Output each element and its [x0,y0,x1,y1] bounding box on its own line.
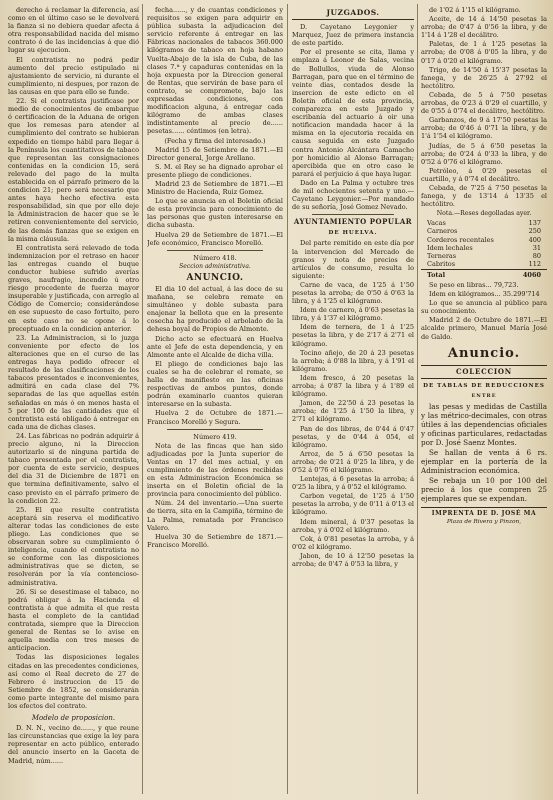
total-value: 4060 [522,270,541,279]
paragraph: Idem de ternera, de 1 á 1'25 pesetas la libra, y de 2'17 á 2'71 el kilógramo. [292,323,414,348]
table-title: Nota.—Reses degolladas ayer. [436,210,532,218]
column-3 [292,6,414,792]
paragraph: derecho á reclamar la diferencia, así como en el último caso se le devolverá la fianza si no debiera quedar afecta á otra responsabilidad nacida del mismo contrato ó de las incidencias á que dió lugar su ejecucion. [8,6,139,55]
anuncio-heading: Anuncio. [447,345,521,361]
paragraph: Lo que se anuncia al público para su conocimiento. [421,299,547,316]
paragraph: Cok, á 0'81 pesetas la arroba, y á 0'02 el kilógramo. [292,534,414,551]
paragraph: Se rebaja un 10 por 100 del precio á los que compren 25 ejemplares que se expendan. [421,475,547,503]
paragraph: Huelva 29 de Setiembre de 1871.—El Jefe económico, Francisco Morelló. [147,230,283,247]
row-label: Idem lechales [427,243,473,252]
entre-label: ENTRE [471,392,497,399]
paragraph: Garbanzos, de 9 á 17'50 pesetas la arroba; de 0'46 á 0'71 la libra, y de 1'á 1'54 el kilógramo. [421,116,547,141]
table-row [421,244,547,252]
paragraph: Madrid 2 de Octubre de 1871.—El alcalde primero, Manuel María José de Galdo. [421,316,547,341]
paragraph: Jamon, de 22'50 á 23 pesetas la arroba; de 1'25 á 1'50 la libra, y 2'71 el kilógramo. [292,399,414,424]
notice-number: Número 419. [193,432,237,441]
coleccion-title: COLECCION [421,365,547,379]
column-2 [147,6,283,792]
paragraph: El pliego de condiciones bajo las cuales se ha de celebrar el remate, se halla de manifiesto en las oficinas respectivas de ambos puntos, donde podrán examinarlo cuantos quieran interesarse en la subasta. [147,359,283,409]
paragraph: El contratista no podrá pedir aumento del precio estipulado ni ajustamiento de servicio, ni durante el cumplimiento, ni despues, por razon de las causas en que para ello se funde. [8,55,139,96]
signature-note: (Fecha y firma del interesado.) [164,136,266,145]
paragraph: Judías, de 5 á 6'50 pesetas la arroba; de 0'24 á 0'33 la libra, y de 0'52 á 0'76 el kilógramo. [421,141,547,166]
paragraph: Idem mineral, á 0'37 pesetas la arroba, y á 0'02 el kilógramo. [292,517,414,534]
paragraph: Tocino añejo, de 20 á 23 pesetas la arroba; á 0'88 la libra, y á 1'91 el kilógramo. [292,348,414,373]
row-value: 400 [528,235,541,244]
model-heading: Modelo de proposicion. [31,714,116,723]
paragraph: Madrid 23 de Setiembre de 1871.—El Ministro de Hacienda, Ruiz Gomez. [147,179,283,197]
paragraph: 22. Si el contratista justificase por medio de conocimientos de embarque ó certificacion de la Aduana de origen que los remesas para atender al cumplimiento del contrato se hubieran expedido en tiempo hábil para llegar á la Península los cuantitativos de tabaco que representan las consignaciones contenidas en la condicion 15, será relevado del pago de la multa establecida en el párrafo primero de la condicion 21; pero será necesario que antes haya hecho efectiva esta responsabilidad, sin que por ello deje la Administracion de hacer que se le retiren convenientemente del servicio, de las demás fianzas que se exigen en la misma cláusula. [8,97,139,243]
paragraph: fecha......, y de cuantas condiciones y requisitos se exigen para adquirir en pública subasta la adjudicacion del servicio referente á entregar en las Fábricas nacionales de tabacos 360.000 kilógramos de tabaco en hoja habano Vuelta-Abajo de la isla de Cuba, de las clases 7.ª y capaduras contenidas en la hoja expuesta por la Direccion general de Rentas, que servirán de base para el contrato, se compromete, bajo las expresadas condiciones, con modificacion alguna, á entregar cada kilógramo de ambas clases indistintamente al precio de...... pesetas...... céntimos (en letra). [147,6,283,136]
printer-address: Plaza de Rivera y Pinzon, [446,519,522,526]
paragraph: 24. Las fábricas no podrán adquirir á precio alguno, ni la Direccion autorizarlo si de ninguna partida de tabaco presentada por el contratista, por cuenta de este servicio, despues del dia 31 de Diciembre de 1871 en que termina definitivamente, salvo el caso previsto en el párrafo primero de la condicion 22. [8,431,139,505]
row-label: Vacas [427,219,446,228]
paragraph: 26. Si se desestimase el tabaco, no podrá obligar á la Hacienda el contratista á que admita el que resta hasta el completo de la cantidad contratada, siempre que la Direccion general de Rentas se lo avise en aquella media con tres meses de anticipacion. [8,587,139,653]
column-rule [287,4,288,794]
paragraph: Huelva 30 de Setiembre de 1871.—Francisco Morelló. [147,532,283,549]
separator [167,429,263,430]
slaughter-table [421,210,547,279]
paragraph: Carbon vegetal, de 1'25 á 1'50 pesetas la arroba, y de 0'11 á 0'13 el kilógramo. [292,492,414,517]
notice-number: Número 418. [193,253,237,262]
juzgados-heading: JUZGADOS. [292,9,414,20]
paragraph: Pan de dos libras, de 0'44 á 0'47 pesetas, y de 0'44 á 054, el kilógramo. [292,424,414,449]
section-label: Seccion administrativa. [179,262,251,270]
paragraph: 25. El que resulte contratista aceptará sin reserva el modificativo alterar todas las condiciones de este pliego. Las condiciones que se observaran sobre su cumplimiento ó inteligencia, cuando el contratista no se conforme con las disposiciones administrativas que se dicten, se resolverán por la vía contencioso-administrativa. [8,505,139,587]
paragraph: Lentejas, á 6 pesetas la arroba; á 0'25 la libra, y á 0'52 el kilógramo. [292,475,414,492]
paragraph: Dicho acto se efectuará en Huelva ante el Jefe de esta dependencia, y en Almonte ante el Alcalde de dicha villa. [147,334,283,359]
paragraph: Se hallan de venta á 6 rs. ejemplar en la portería de la Administracion económica. [421,447,547,475]
paragraph: Idem de carnero, á 0'63 pesetas la libra, y á 1'37 el kilógramo. [292,306,414,323]
table-row [421,260,547,268]
separator [312,214,394,215]
row-label: Corderos recentales [427,235,494,244]
column-1 [8,6,139,792]
row-label: Terneras [427,251,457,260]
total-label: Total [427,270,446,279]
paragraph: Petróleo, á 0'29 pesetas el cuartillo, y á 0'74 el decálitro. [421,166,547,183]
paragraph: Huelva 2 de Octubre de 1871.—Francisco Morelló y Segura. [147,409,283,426]
row-value: 250 [528,227,541,236]
row-label: Cabritos [427,259,456,268]
paragraph: las pesas y medidas de Castilla y las métrico-decimales, con otras útiles á las dependencias oficiales y oficinas particulares, redactadas por D. José Saenz Montes. [421,401,547,447]
paragraph: Dado en La Palma y octubre tres de mil ochocientos setenta y uno.—Cayetano Leygonier.—Por mandado de su señoría, José Gomez Nevado. [292,178,414,212]
paragraph: Por el presente se cita, llama y emplaza á Leonor de Salas, vecina de Bollullos, viuda de Alonso Barragan, para que en el término de veinte dias, contados desde la insercion de este edicto en el Boletin oficial de esta provincia, comparezca en este Juzgado y escribanía del actuario á oir una notificacion mandada hacer á la misma en la ejecutoria recaida en causa seguida en este Juzgado contra Antonio Alcántara Camacho por homicidio al Alonso Barragan; apercibida que en otro caso le parará el perjuicio á que haya lugar. [292,48,414,178]
paragraph: Idem fresco, á 20 pesetas la arroba; á 0'87 la libra y á 1'89 el kilógramo. [292,373,414,399]
paragraph: Se peso en libras... 79,723. [429,281,519,289]
anuncio-heading: ANUNCIO. [186,272,244,283]
column-rule [142,4,143,794]
paragraph: Aceite, de 14 á 14'50 pesetas la arroba; de 0'47 á 0'56 la libra, y de 1'14 á 1'28 el decálitro. [421,15,547,40]
row-value: 112 [528,259,541,268]
paragraph: de 1'02 á 1'15 el kilógramo. [429,6,521,14]
table-row [421,227,547,235]
paragraph: Carne de vaca, de 1'25 á 1'50 pesetas la arroba; de 0'50 á 0'63 la libra, y á 1'25 el kilógramo. [292,280,414,306]
printer-imprint: IMPRENTA DE D. JOSÉ MA [421,507,547,518]
paragraph: Cebada, de 7'25 á 7'50 pesetas la fanega, y de 13'14 á 13'35 el hectólitro. [421,183,547,209]
model-text: D. N. N., vecino de......, y que reune las circunstancias que exige la ley para representar en acto público, enterado del anuncio inserto en la Gaceta de Madrid, núm...... [8,724,139,765]
table-row [421,252,547,260]
coleccion-subtitle: DE TABLAS DE REDUCCIONES [423,382,545,389]
separator [167,250,263,251]
paragraph: Núm. 24 del inventario.—Una suerte de tierra, sita en la Campiña, término de La Palma, rematada por Francisco Valero. [147,499,283,532]
paragraph: S. M. el Rey se ha dignado aprobar el presente pliego de condiciones. [147,162,283,179]
table-row [421,219,547,227]
paragraph: Madrid 15 de Setiembre de 1871.—El Director general, Jorge Arellano. [147,145,283,162]
paragraph: 23. La Administracion, si lo juzga conveniente por efecto de los alteraciones que en el curso de las entregas haya podido ofrecer el resultado de las clasificaciones de los tabacos presentados e inconvenientes, admitirá en cada clase del 7% separadas de las que aquellas estén señaladas en más ó en menos hasta el 5 por 100 de las cantidades que el contratista está obligado á entregar en cada una de dichas clases. [8,333,139,431]
paragraph: Del parte remitido en este día por la intervencion del Mercado de granos y nota de precios de artículos de consumo, resulta lo siguiente: [292,239,414,280]
paragraph: Nota de las fincas que han sido adjudicadas por la Junta superior de Ventas en 17 del mes actual, y en cumplimiento de las órdenes recibidas en esta Administracion Económica se inserta en el Boletin oficial de la provincia para conocimiento del público. [147,441,283,499]
ayuntamiento-heading: AYUNTAMIENTO POPULAR [293,217,413,227]
paragraph: Jabon, de 10 á 12'50 pesetas la arroba; de 0'47 á 0'53 la libra, y [292,551,414,568]
paragraph: Todas las disposiciones legales citadas en las precedentes condiciones, así como el Real decreto de 27 de Febrero é instruccion de 15 de Setiembre de 1852, se considerarán como parte integrante del mismo para los efectos del contrato. [8,653,139,710]
table-row [421,236,547,244]
paragraph: Paletas, de 1 á 1'25 pesetas la arroba; de 0'08 á 0'05 la libra, y de 0'17 á 0'20 el kilógramo. [421,40,547,65]
ayuntamiento-subheading: DE HUELVA. [328,230,378,237]
column-rule [417,4,418,794]
row-value: 31 [532,243,541,252]
row-value: 137 [528,219,541,228]
row-label: Carneros [427,227,458,236]
row-value: 80 [532,251,541,260]
paragraph: Lo que se anuncia en el Boletin oficial de esta provincia para conocimiento de las personas que gusten interesarse en dicha subasta. [147,197,283,230]
paragraph: Arroz, de 5 á 6'50 pesetas la arroba; de 0'21 á 0'25 la libra, y de 0'52 á 0'76 el kilógramo. [292,449,414,474]
paragraph: Cebada, de 5 á 7'50 pesetas arrobas, de 0'23 á 0'29 el cuartillo, y de 0'55 á 0'74 el decálitro, hectólitro. [421,90,547,116]
paragraph: Idem en kilógramos... 35.299'714 [429,290,540,299]
paragraph: El dia 10 del actual, á las doce de su mañana, se celebra remate en simultáneo y doble subasta para enajenar la bellota que en la presente cosecha ha producido el arbolado de la dehesa boyal de Propios de Almonte. [147,285,283,334]
paragraph: D. Cayetano Leygonier y Marquez, Juez de primera instancia de este partido. [292,23,414,48]
column-4 [421,6,547,792]
table-total-row [421,269,547,279]
paragraph: Trigo, de 14'50 á 15'37 pesetas la fanega, y de 26'25 á 27'92 el hectólitro. [421,65,547,90]
paragraph: El contratista será relevado de toda indemnizacion por el retraso en hacer las entregas cuando el buque conductor hubiese sufrido averías graves, naufragio, incendio ú otro riesgo procedente de fuerza mayor insuperable y justificada, con arreglo al Código de Comercio; considerándose en ese supuesto de caso fortuito, pero en este caso no se opone á lo preceptuado en la condicion anterior. [8,243,139,333]
